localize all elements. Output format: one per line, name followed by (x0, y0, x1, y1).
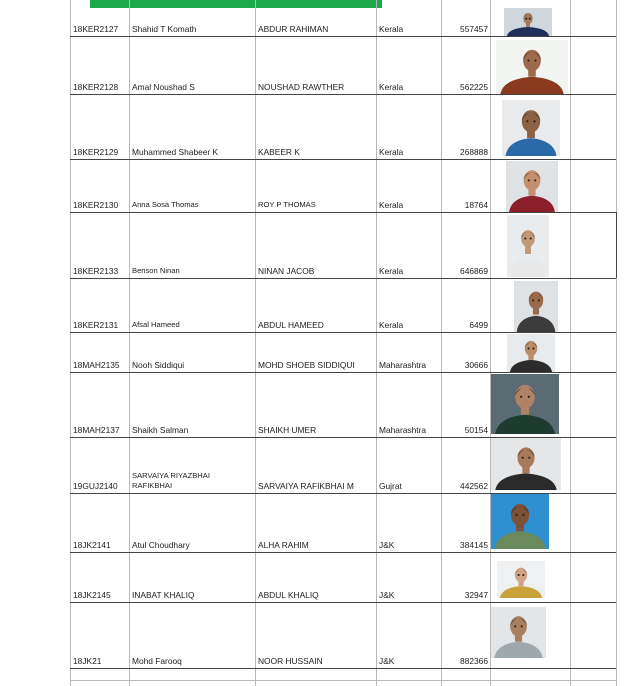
father-name: ABDUR RAHIMAN (258, 24, 329, 34)
score-value: 442562 (460, 481, 488, 491)
candidate-name: Shahid T Komath (132, 24, 197, 34)
person-photo-icon (491, 607, 546, 658)
state-name: Maharashtra (379, 360, 427, 370)
score-value: 268888 (460, 147, 488, 157)
candidate-id: 18KER2130 (73, 200, 119, 210)
score-value: 646869 (460, 266, 488, 276)
person-photo-icon (491, 374, 559, 434)
candidate-id: 19GUJ2140 (73, 481, 118, 491)
state-name: Kerala (379, 147, 404, 157)
candidate-id: 18KER2127 (73, 24, 119, 34)
score-value: 32947 (464, 590, 488, 600)
candidate-name: Afsal Hameed (132, 320, 180, 329)
candidate-id: 18KER2128 (73, 82, 119, 92)
state-name: Gujrat (379, 481, 402, 491)
candidate-name: INABAT KHALIQ (132, 590, 195, 600)
candidate-id: 18JK2145 (73, 590, 111, 600)
state-name: Kerala (379, 24, 404, 34)
candidate-name: Atul Choudhary (132, 540, 190, 550)
father-name: ABDUL KHALIQ (258, 590, 319, 600)
father-name: ALHA RAHIM (258, 540, 309, 550)
father-name: SARVAIYA RAFIKBHAI M (258, 481, 354, 491)
state-name: J&K (379, 590, 395, 600)
candidate-name: Mohd Farooq (132, 656, 182, 666)
candidate-id: 18KER2129 (73, 147, 119, 157)
person-photo-icon (507, 215, 549, 277)
candidate-name: SARVAIYA RIYAZBHAI RAFIKBHAI (132, 471, 210, 490)
state-name: Maharashtra (379, 425, 427, 435)
score-value: 557457 (460, 24, 488, 34)
score-value: 50154 (464, 425, 488, 435)
score-value: 6499 (469, 320, 488, 330)
person-photo-icon (496, 40, 568, 94)
candidate-id: 18JK21 (73, 656, 102, 666)
father-name: ABDUL HAMEED (258, 320, 324, 330)
father-name: ROY P THOMAS (258, 200, 316, 209)
person-photo-icon (507, 334, 555, 372)
candidate-name: Benson Ninan (132, 266, 180, 275)
father-name: NOOR HUSSAIN (258, 656, 323, 666)
candidate-name: Shaikh Salman (132, 425, 189, 435)
person-photo-icon (497, 561, 545, 598)
score-value: 30666 (464, 360, 488, 370)
score-value: 18764 (464, 200, 488, 210)
state-name: J&K (379, 540, 395, 550)
state-name: Kerala (379, 266, 404, 276)
state-name: Kerala (379, 200, 404, 210)
father-name: NINAN JACOB (258, 266, 315, 276)
candidate-name: Muhammed Shabeer K (132, 147, 219, 157)
candidate-name: Anna Sosa Thomas (132, 200, 199, 209)
person-photo-icon (491, 438, 561, 490)
father-name: MOHD SHOEB SIDDIQUI (258, 360, 355, 370)
father-name: NOUSHAD RAWTHER (258, 82, 345, 92)
candidate-id: 18MAH2135 (73, 360, 120, 370)
candidate-id: 18KER2133 (73, 266, 119, 276)
state-name: Kerala (379, 320, 404, 330)
father-name: KABEER K (258, 147, 300, 157)
person-photo-icon (504, 8, 552, 36)
father-name: SHAIKH UMER (258, 425, 317, 435)
person-photo-icon (491, 494, 549, 549)
person-photo-icon (502, 100, 560, 156)
candidate-name: Nooh Siddiqui (132, 360, 185, 370)
candidate-id: 18JK2141 (73, 540, 111, 550)
state-name: J&K (379, 656, 395, 666)
candidate-id: 18KER2131 (73, 320, 119, 330)
candidate-id: 18MAH2137 (73, 425, 120, 435)
person-photo-icon (506, 161, 558, 212)
score-value: 562225 (460, 82, 488, 92)
score-value: 882366 (460, 656, 488, 666)
state-name: Kerala (379, 82, 404, 92)
candidate-name: Amal Noushad S (132, 82, 195, 92)
score-value: 384145 (460, 540, 488, 550)
person-photo-icon (514, 281, 558, 332)
